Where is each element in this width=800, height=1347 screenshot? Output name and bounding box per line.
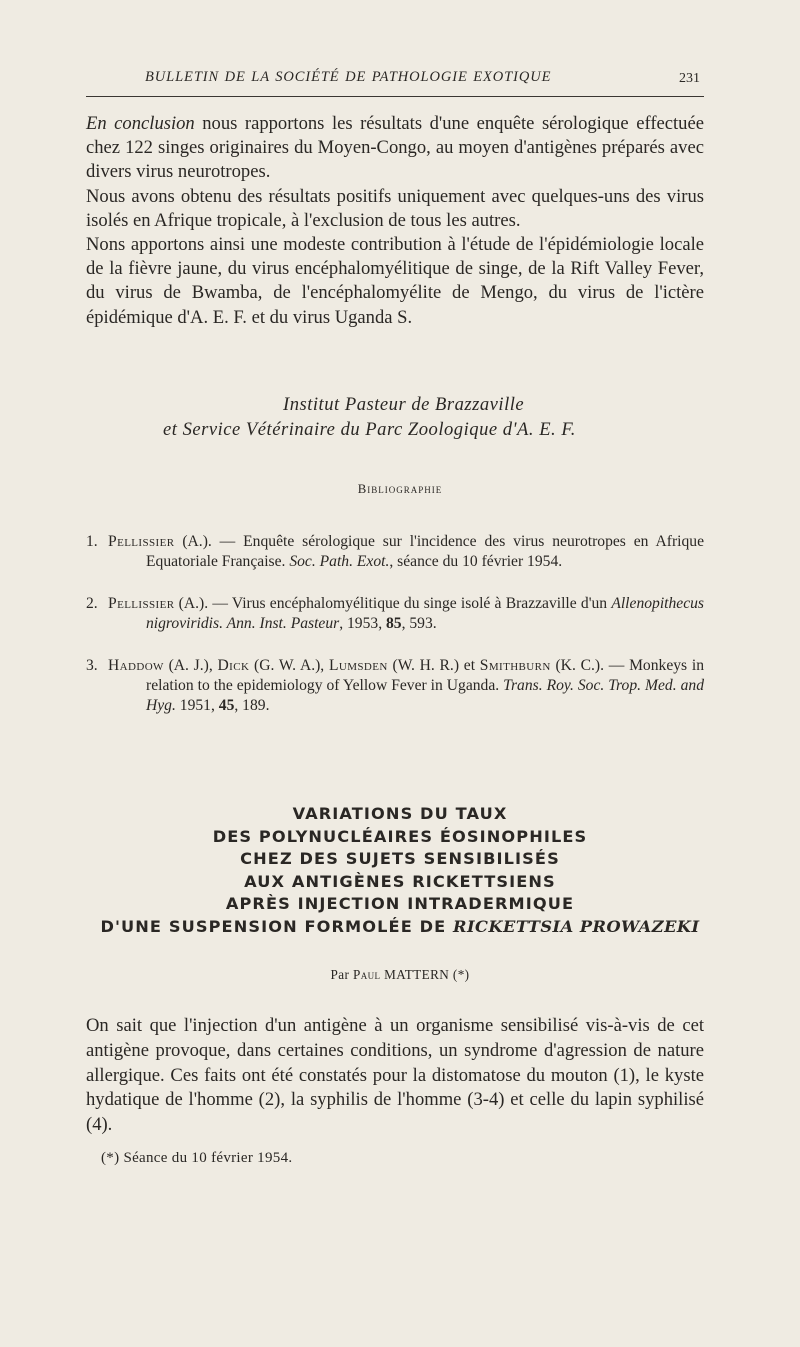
- title-line: AUX ANTIGÈNES RICKETTSIENS: [244, 871, 556, 891]
- reference-3: [86, 656, 704, 717]
- header-rule: [86, 96, 704, 97]
- running-head: BULLETIN DE LA SOCIÉTÉ DE PATHOLOGIE EXOTIQUE: [145, 69, 552, 85]
- article-author: [0, 967, 800, 983]
- page-number: 231: [679, 71, 700, 86]
- signature-institute: Institut Pasteur de Brazzaville: [283, 394, 525, 415]
- reference-number: 3.: [86, 657, 98, 674]
- reference-author: Haddow: [108, 657, 164, 674]
- reference-number: 2.: [86, 595, 98, 612]
- reference-journal: Ann. Inst. Pasteur: [222, 615, 340, 633]
- title-line: APRÈS INJECTION INTRADERMIQUE: [225, 894, 575, 914]
- title-line: VARIATIONS DU TAUX: [292, 804, 508, 823]
- conclusion-paragraph-1: [86, 112, 704, 185]
- reference-text: (A.). — Enquête sérologique sur l'incidence des virus neurotropes en Afrique Equatoriale Française.: [146, 533, 704, 571]
- reference-text: (A.). — Virus encéphalomyélitique du singe isolé à Brazzaville d'un: [174, 595, 612, 612]
- reference-species: Allenopithecus nigroviridis.: [146, 595, 704, 633]
- reference-year: , 1953,: [339, 615, 386, 633]
- reference-initials: (A. J.),: [163, 657, 218, 674]
- reference-initials: (G. W. A.),: [249, 657, 329, 674]
- reference-2: [86, 594, 704, 634]
- title-organism: RICKETTSIA PROWAZEKI: [453, 916, 700, 936]
- author-prefix: Par: [330, 967, 353, 982]
- reference-text: (K. C.). — Monkeys in relation to the epidemiology of Yellow Fever in Uganda.: [146, 657, 704, 695]
- reference-author: Lumsden: [328, 657, 388, 674]
- reference-journal: Trans. Roy. Soc. Trop. Med. and Hyg.: [146, 677, 704, 715]
- conclusion-paragraph-1-text: nous rapportons les résultats d'une enquête sérologique effectuée chez 122 singes originaires du Moyen-Congo, au moyen d'antigènes préparés avec divers virus neurotropes.: [86, 113, 704, 183]
- reference-author: Pellissier: [108, 533, 175, 550]
- reference-initials: (W. H. R.) et: [387, 657, 480, 674]
- title-line: CHEZ DES SUJETS SENSIBILISÉS: [240, 849, 560, 869]
- reference-author: Smithburn: [479, 657, 551, 674]
- title-line: DES POLYNUCLÉAIRES ÉOSINOPHILES: [212, 826, 588, 846]
- conclusion-paragraph-2: Nous avons obtenu des résultats positifs uniquement avec quelques-uns des virus isolés en Afrique tropicale, à l'exclusion de tous les autres.: [86, 185, 704, 231]
- title-line: [0, 916, 800, 939]
- reference-author: Pellissier: [108, 595, 175, 612]
- conclusion-section: [86, 112, 704, 330]
- signature-service: et Service Vétérinaire du Parc Zoologique d'A. E. F.: [163, 419, 576, 440]
- article-title: [0, 803, 800, 939]
- footnote: (*) Séance du 10 février 1954.: [101, 1150, 293, 1166]
- article-intro-paragraph: On sait que l'injection d'un antigène à un organisme sensibilisé vis-à-vis de cet antigène provoque, dans certaines conditions, un syndrome d'agression de nature allergique. Ces faits ont été constatés pour la distomatose du mouton (1), le kyste hydatique de l'homme (2), la syphilis de l'homme (3-4) et celle du lapin syphilisé (4).: [86, 1015, 704, 1136]
- reference-year: 1951,: [175, 697, 219, 715]
- conclusion-paragraph-3: Nons apportons ainsi une modeste contribution à l'étude de l'épidémiologie locale de la fièvre jaune, du virus encéphalomyélitique de singe, de la Rift Valley Fever, du virus de Bwamba, de l'encéphalomyélite de Mengo, du virus de l'ictère épidémique d'A. E. F. et du virus Uganda S.: [86, 234, 704, 328]
- reference-journal: Soc. Path. Exot.: [289, 553, 390, 571]
- reference-volume: 45: [218, 697, 235, 715]
- reference-pages: , 593.: [401, 615, 437, 633]
- author-footnote-mark: (*): [449, 967, 470, 982]
- conclusion-lead: En conclusion: [86, 113, 195, 134]
- reference-author: Dick: [217, 657, 250, 674]
- reference-number: 1.: [86, 533, 98, 550]
- bibliography-heading: Bibliographie: [357, 482, 443, 496]
- reference-1: [86, 532, 704, 572]
- title-line-prefix: D'UNE SUSPENSION FORMOLÉE DE: [100, 916, 454, 936]
- reference-pages: , 189.: [234, 697, 270, 715]
- author-name: Paul MATTERN: [353, 967, 450, 982]
- reference-volume: 85: [385, 615, 402, 633]
- reference-date: , séance du 10 février 1954.: [389, 553, 563, 571]
